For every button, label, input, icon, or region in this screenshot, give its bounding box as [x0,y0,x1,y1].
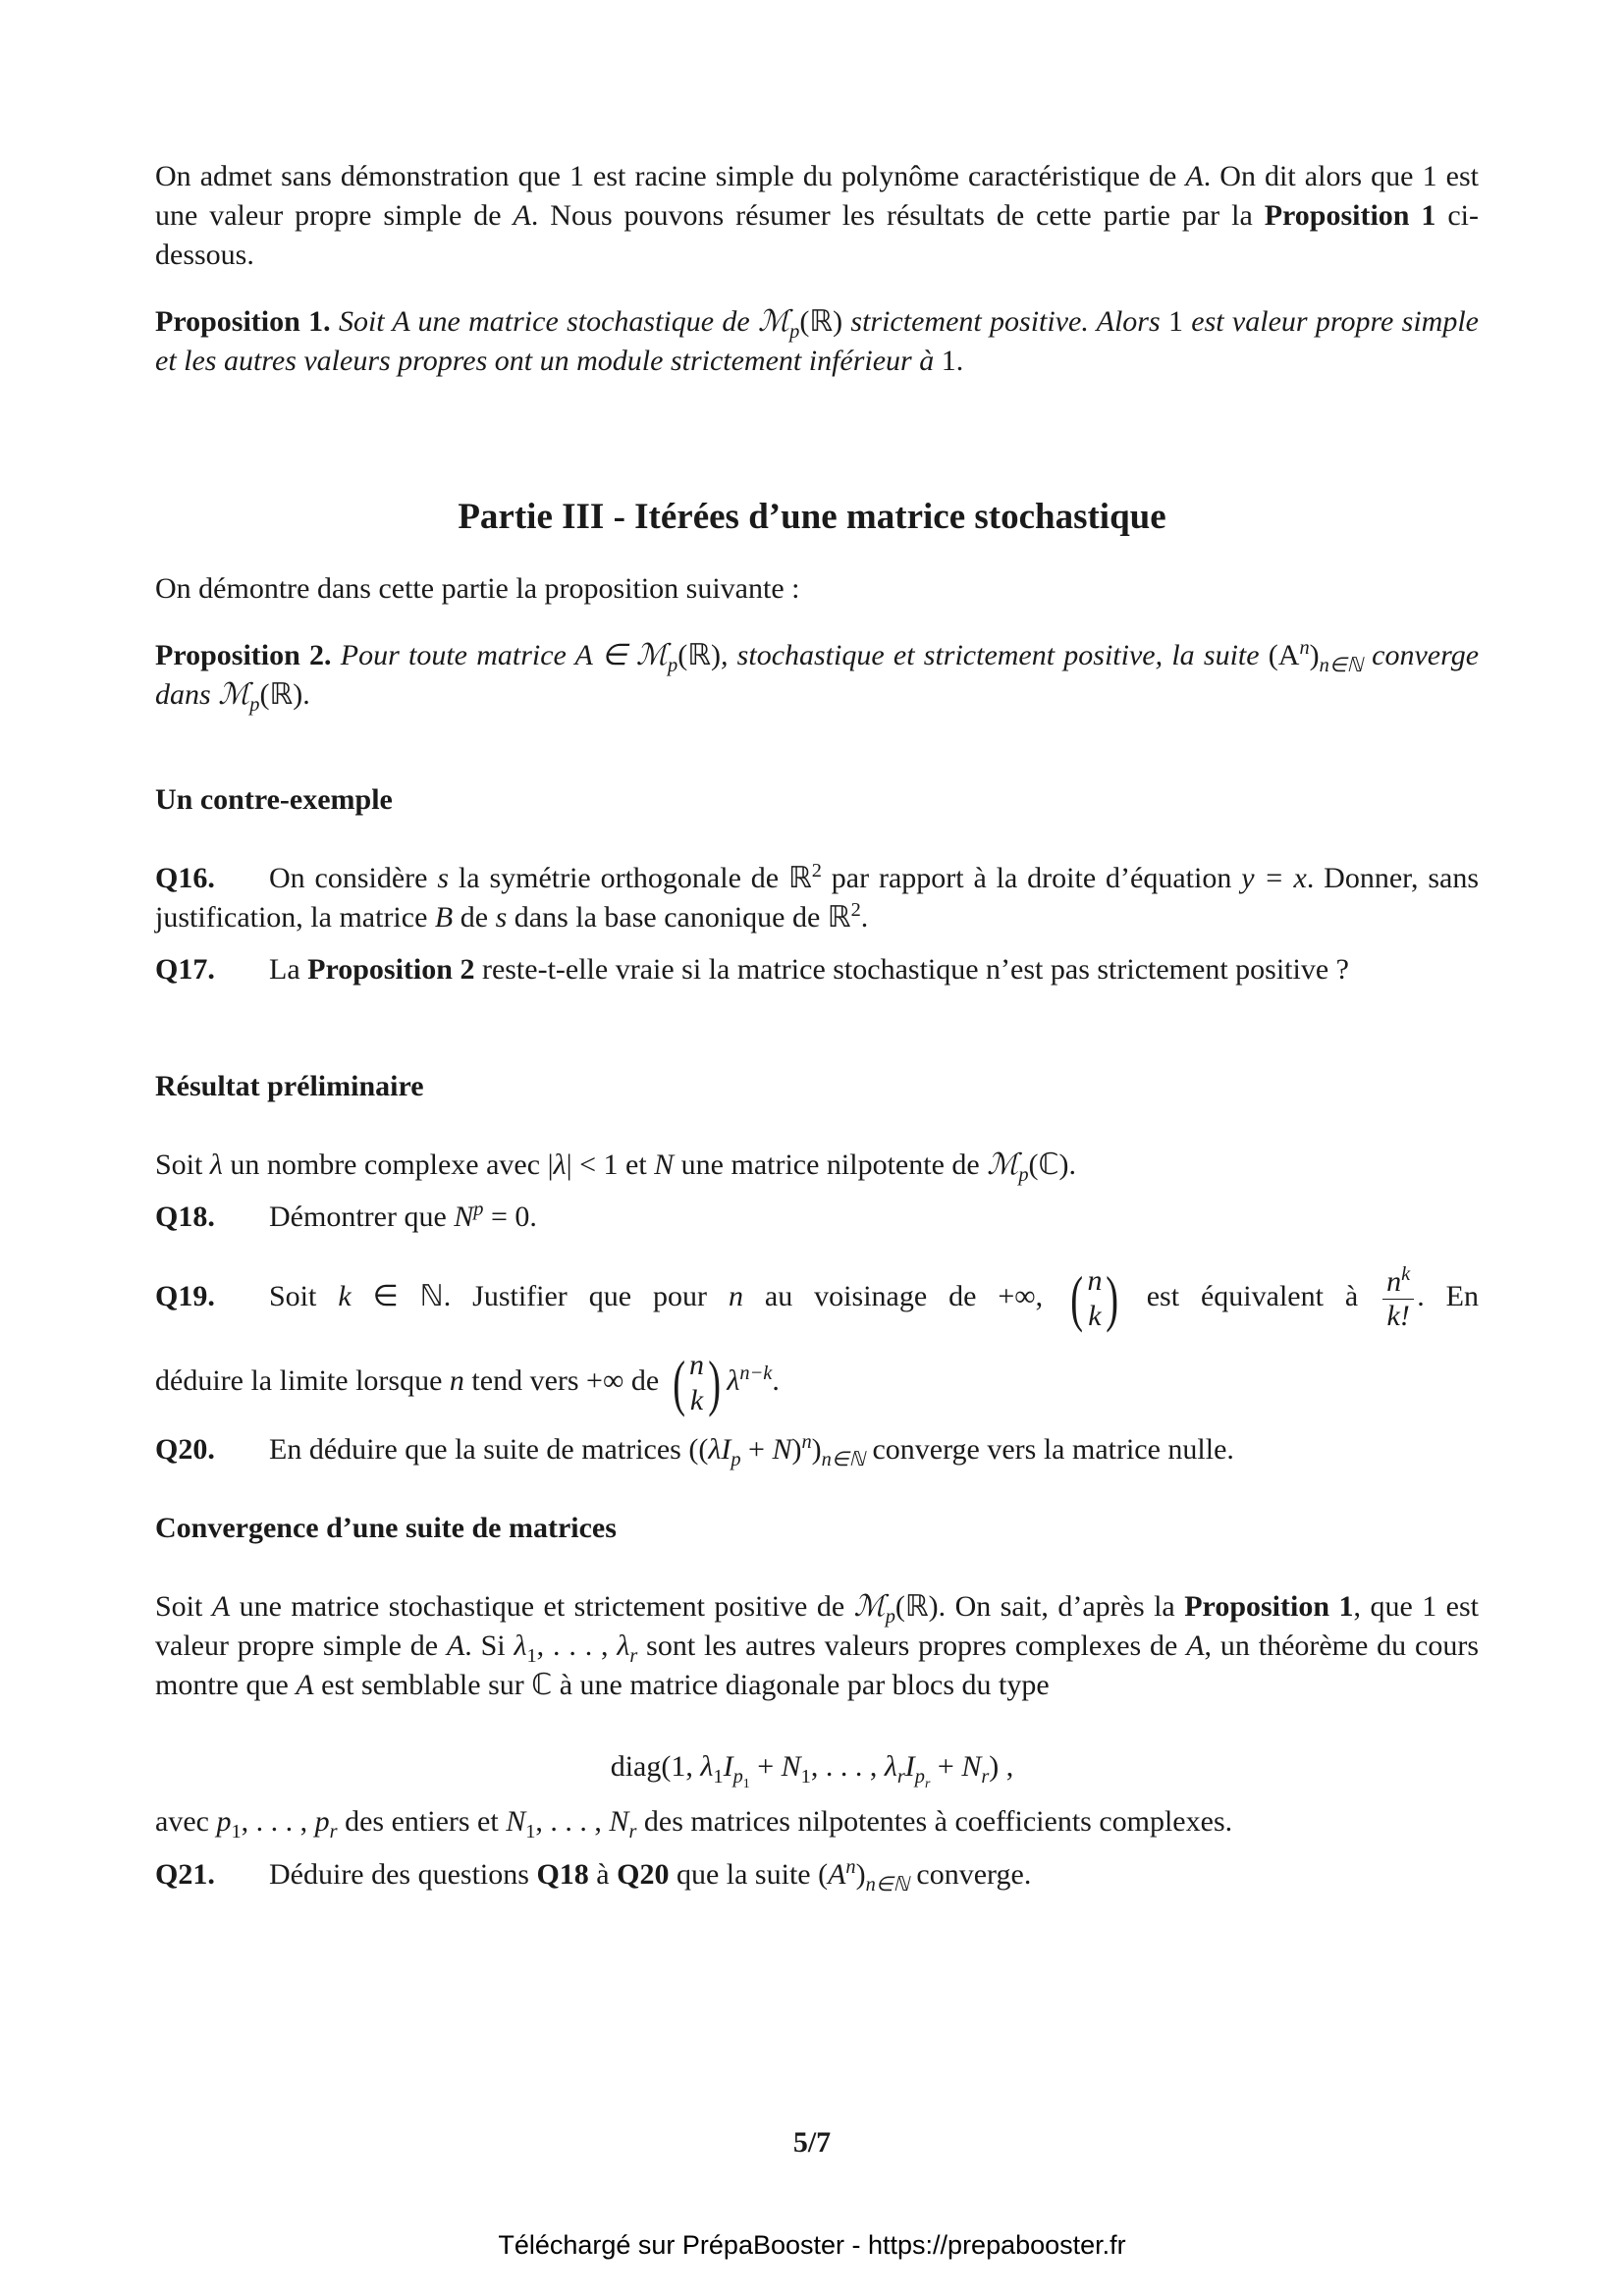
question-number: Q16. [155,862,215,894]
math-lambda: λ [617,1629,630,1662]
text: avec [155,1805,217,1838]
text: On admet sans démonstration que 1 est racine simple du polynôme caractéristique de [155,160,1186,192]
text: ) [811,1433,822,1466]
question-19-line-2 [155,1337,1479,1425]
text: converge vers la matrice nulle. [864,1433,1234,1466]
proposition-ref: Proposition 1 [1264,199,1436,232]
math-sup: n [845,1856,856,1878]
part-heading: Partie III - Itérées d’une matrice stochastique [458,497,1166,537]
question-18 [155,1198,1479,1237]
text: une matrice nilpotente de [674,1148,988,1181]
binomial-coefficient [1066,1259,1123,1338]
text: + [749,1750,782,1783]
math-lambda: λ [700,1750,714,1783]
question-21 [155,1855,1479,1895]
text: En déduire que la suite de matrices (( [269,1433,709,1466]
fraction [1382,1262,1414,1333]
text: des entiers et [337,1805,507,1838]
text: + [740,1433,773,1466]
question-16 [155,859,1479,937]
math-lambda: λ [514,1629,527,1662]
text: de [453,901,496,934]
text: . Si [464,1629,514,1662]
text: diag(1, [610,1750,701,1783]
math-sub: 1 [800,1766,811,1788]
text: Pour toute matrice A ∈ [331,639,636,671]
proposition-ref: Proposition 1 [1184,1590,1354,1623]
math-lambda: λ [884,1750,897,1783]
math-sub: n∈ℕ [865,1874,909,1896]
math-I: I [904,1750,915,1783]
math-one: 1. [934,345,964,377]
math-B: B [434,901,454,934]
question-number: Q21. [155,1858,215,1891]
math-lambda: λ [553,1148,567,1181]
text: est équivalent à [1124,1280,1380,1312]
text: converge. [908,1858,1032,1891]
math-sub: r [896,1766,905,1788]
proposition-2 [155,636,1479,715]
math-sub: p [668,655,678,676]
math-A: A [513,199,531,232]
text: . On sait, d’après la [938,1590,1185,1623]
math-sub: r [629,1645,638,1667]
math-sup: n−k [739,1362,773,1384]
convergence-paragraph [155,1587,1479,1705]
math: (A [1268,639,1300,671]
math-sub: p [732,1766,743,1788]
math-subsub: 1 [742,1777,750,1792]
math-N: N [781,1750,801,1783]
math-C: (ℂ) [1028,1148,1069,1181]
math-M: ℳ [218,678,250,711]
math-sub: r [329,1821,338,1842]
text: dans la base canonique de ℝ [507,901,851,934]
text: ci-dessous. [155,199,1479,271]
text: Soit [155,1590,212,1623]
text: déduire la limite lorsque [155,1364,450,1397]
math-N: N [772,1433,792,1466]
text: , . . . , [535,1805,610,1838]
math-A: A [1186,1629,1205,1662]
math-sub: p [914,1766,925,1788]
text: . En [1417,1280,1480,1312]
math-N: N [654,1148,675,1181]
text: . [302,678,310,711]
left-paren: ( [672,1348,685,1418]
frac-denominator: k! [1386,1299,1410,1332]
math: ) [1309,639,1320,671]
math-sub: p [731,1449,741,1470]
text: par rapport à la droite d’équation [821,862,1242,894]
text: reste-t-elle vraie si la matrice stochastique n’est pas strictement positive ? [474,953,1349,986]
question-number: Q18. [155,1201,215,1233]
text: , que 1 est valeur propre simple de [155,1590,1479,1662]
math-sub: r [981,1766,990,1788]
math-s: s [495,901,508,934]
math-sup: n [801,1431,812,1453]
binom-top: n [689,1349,704,1382]
question-number: Q19. [155,1280,215,1312]
text: à [588,1858,618,1891]
math-M: ℳ [758,305,790,338]
math-sub: p [1018,1164,1029,1186]
question-17 [155,950,1479,989]
text: au voisinage de +∞, [742,1280,1065,1312]
text: , . . . , [810,1750,885,1783]
question-20 [155,1430,1479,1469]
math-sub: 1 [231,1821,242,1842]
section-heading-counterexample: Un contre-exemple [155,783,393,816]
math-M: ℳ [853,1590,886,1623]
math-sub: 1 [713,1766,724,1788]
text: que la suite ( [669,1858,829,1891]
text: des matrices nilpotentes à coefficients complexes. [636,1805,1233,1838]
text: , . . . , [536,1629,618,1662]
text: Soit [155,1148,210,1181]
math-lambda: λ [209,1148,223,1181]
math-sup: k [1401,1262,1411,1285]
math-A: A [1185,160,1204,192]
binom-bottom: k [1088,1300,1102,1333]
right-paren: ) [708,1348,722,1418]
math-k: k [338,1280,352,1312]
math-A: A [828,1858,846,1891]
math-R: (ℝ) [677,639,721,671]
text: , un théorème du cours montre que [155,1629,1479,1701]
math-n: n [449,1364,464,1397]
math-p: p [314,1805,330,1838]
math-A: A [211,1590,231,1623]
text: à [919,345,935,377]
proposition-label: Proposition 2. [155,639,332,671]
text: + [930,1750,962,1783]
text: ) [855,1858,866,1891]
text: . On dit alors que 1 est une valeur propre simple de [155,160,1479,232]
text: strictement positive. Alors [842,305,1168,338]
math-sub: p [789,321,800,343]
text: la symétrie orthogonale de ℝ [449,862,812,894]
math-M: ℳ [987,1148,1019,1181]
text: Démontrer que [269,1201,455,1233]
math-subsub: r [924,1777,931,1792]
left-paren: ( [1070,1263,1084,1334]
math-sup: p [473,1199,484,1220]
text: ∈ ℕ. Justifier que pour [351,1280,729,1312]
math-sub: n∈ℕ [821,1449,865,1470]
math-s: s [437,862,450,894]
proposition-ref: Proposition 2 [307,953,475,986]
question-19-line-1 [155,1253,1479,1341]
preliminary-statement [155,1146,1479,1185]
math-R: (ℝ) [799,305,843,338]
text: est valeur propre simple et les autres valeurs propres ont un module strictement inférieur [155,305,1479,377]
text: une matrice stochastique et strictement positive de [230,1590,854,1623]
section-heading-preliminary: Résultat préliminaire [155,1070,424,1102]
text: tend vers +∞ de [463,1364,667,1397]
download-footer: Téléchargé sur PrépaBooster - https://prepabooster.fr [498,2230,1126,2260]
math-A: A [446,1629,465,1662]
text: converge dans [155,639,1480,711]
math-I: I [723,1750,733,1783]
text: . Nous pouvons résumer les résultats de cette partie par la [530,199,1265,232]
text: ) [791,1433,802,1466]
math-A: A [296,1669,314,1701]
math-one: 1 [1167,305,1183,338]
text: , . . . , [241,1805,315,1838]
proposition-label: Proposition 1. [155,305,331,338]
proposition-1 [155,302,1479,381]
math-p: p [216,1805,232,1838]
binom-bottom: k [689,1384,704,1417]
binom-top: n [1087,1264,1103,1298]
right-paren: ) [1106,1263,1119,1334]
text: Soit [269,1280,339,1312]
text: | < 1 et [566,1148,655,1181]
math-sub: p [249,694,260,716]
math-lambda-I: λI [708,1433,731,1466]
text: . [860,901,869,934]
text: . [772,1364,780,1397]
math-sub: n∈ℕ [1319,655,1363,676]
math-n: n [728,1280,743,1312]
section-heading-convergence: Convergence d’une suite de matrices [155,1512,617,1544]
text: La [269,953,308,986]
question-ref: Q18 [536,1858,589,1891]
diag-equation [0,1747,1624,1792]
intro-paragraph [155,157,1479,275]
avec-line [155,1802,1479,1842]
math-R: (ℝ) [259,678,303,711]
math-sub: p [885,1606,895,1628]
math-sup: 2 [811,860,822,881]
frac-numerator: n [1386,1264,1402,1298]
math-N: N [506,1805,526,1838]
math-sup: 2 [850,899,861,921]
part-intro: On démontre dans cette partie la proposition suivante : [155,572,800,605]
math-N: N [961,1750,982,1783]
page-number: 5/7 [792,2126,832,2159]
text: , stochastique et strictement positive, la suite [720,639,1269,671]
text: Déduire des questions [269,1858,537,1891]
math-R: (ℝ) [894,1590,939,1623]
text: est semblable sur ℂ à une matrice diagonale par blocs du type [313,1669,1050,1701]
text: Soit A une matrice stochastique de [330,305,759,338]
math-N: N [609,1805,629,1838]
math-sub: r [628,1821,637,1842]
math-lambda: λ [727,1364,740,1397]
math-equation: y = x [1241,862,1307,894]
math-sup: n [1299,637,1310,659]
text: un nombre complexe avec | [222,1148,554,1181]
text: . [1068,1148,1076,1181]
text: . Donner, sans justification, la matrice [155,862,1479,934]
question-ref: Q20 [617,1858,670,1891]
text: ) , [989,1750,1014,1783]
math-sub: 1 [526,1645,537,1667]
math-M: ℳ [635,639,668,671]
binomial-coefficient [669,1344,726,1422]
text: sont les autres valeurs propres complexes de [637,1629,1187,1662]
question-number: Q17. [155,953,215,986]
math-N: N [454,1201,474,1233]
question-number: Q20. [155,1433,215,1466]
text: On considère [269,862,438,894]
text: = 0. [483,1201,537,1233]
math-A-power [1268,637,1363,676]
math-sub: 1 [525,1821,536,1842]
